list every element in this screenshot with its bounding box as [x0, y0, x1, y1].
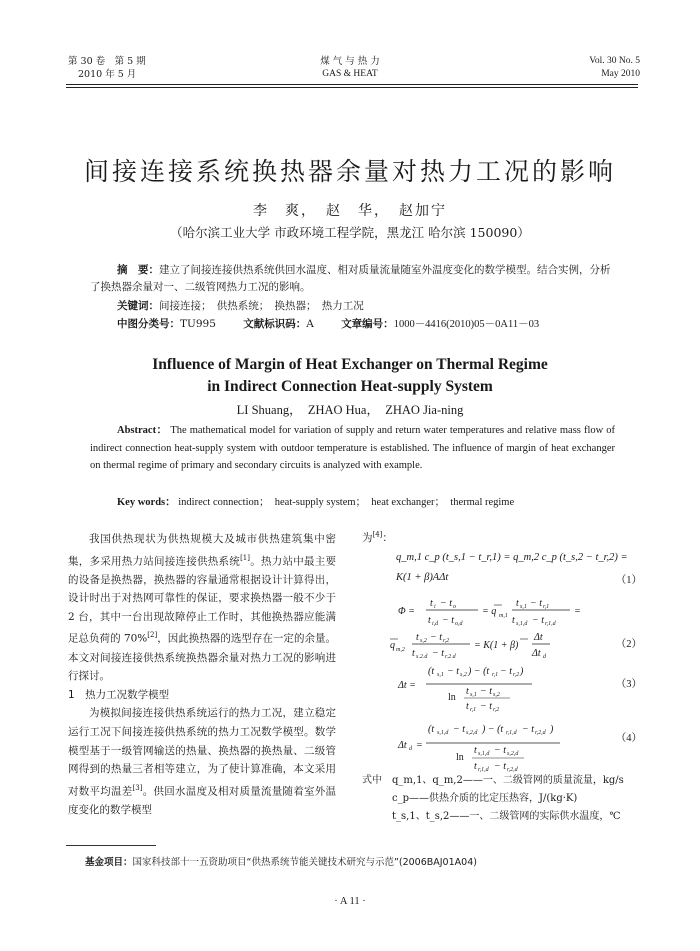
svg-text:r,1: r,1 [492, 672, 499, 678]
equation-2-number: （2） [615, 639, 642, 650]
citation-1[interactable]: [1] [240, 553, 250, 562]
svg-text:=: = [416, 740, 423, 751]
svg-text:− t: − t [532, 615, 545, 626]
svg-text:r,2,d: r,2,d [507, 767, 518, 773]
svg-text:(t: (t [428, 724, 435, 735]
svg-text:r,1,d: r,1,d [506, 730, 517, 736]
svg-text:Φ =: Φ = [398, 606, 415, 617]
svg-text:s,2: s,2 [460, 672, 467, 678]
svg-text:t: t [430, 598, 433, 609]
paper-title-cn: 间接连接系统换热器余量对热力工况的影响 [83, 157, 616, 186]
svg-text:i: i [434, 604, 436, 610]
clc-value: TU995 [180, 318, 216, 330]
svg-text:r,1: r,1 [470, 707, 477, 713]
legend-flow: q_m,1、q_m,2——一、二级管网的质量流量，kg/s [392, 775, 624, 786]
svg-text:t: t [428, 615, 431, 626]
svg-text:s,1: s,1 [437, 672, 444, 678]
svg-text:r,2: r,2 [513, 672, 520, 678]
svg-text:s,1,d: s,1,d [516, 621, 528, 627]
symbol-legend [362, 772, 624, 826]
abstract-en-text: The mathematical model for variation of supply and return water temperatures and relative mass flow of indirect connection heat-supply system with outdoor temperature is established. The influence of margin of heat exchanger on thermal regime of primary and secondary circuits is analyzed with example. [90, 425, 615, 471]
citation-4[interactable]: [4] [372, 530, 383, 539]
intro-text-3: ，因此换热器的选型存在一定的余量。本文对间接连接供热系统换热器余量对热力工况的影响进行探讨。 [68, 632, 336, 683]
svg-text:d: d [543, 654, 546, 658]
svg-text:q: q [390, 640, 395, 651]
legend-supply-temp: t_s,1、t_s,2——一、二级管网的实际供水温度，℃ [392, 811, 621, 822]
title-en-line1: Influence of Margin of Heat Exchanger on Thermal Regime [152, 356, 548, 373]
svg-text:− t: − t [494, 745, 507, 756]
svg-text:= q: = q [482, 606, 497, 617]
svg-text:s,2: s,2 [493, 692, 500, 698]
svg-text:r,2: r,2 [493, 707, 500, 713]
abstract-cn-label: 摘 要： [117, 264, 159, 276]
issue-date-en: May 2010 [601, 69, 640, 79]
svg-text:Δt: Δt [532, 648, 541, 658]
svg-text:r,1: r,1 [543, 604, 550, 610]
authors-en: LI Shuang， ZHAO Hua， ZHAO Jia-ning [236, 403, 464, 417]
keywords-cn [117, 298, 364, 313]
intro-word: 为 [362, 532, 373, 544]
svg-text:(t: (t [428, 666, 435, 677]
abstract-en-label: Abstract： [117, 425, 168, 436]
header-rule-thin [66, 87, 638, 88]
svg-text:− t: − t [480, 701, 493, 712]
citation-2[interactable]: [2] [147, 631, 158, 640]
equation-3 [390, 662, 610, 714]
funding-label: 基金项目： [85, 857, 133, 868]
svg-text:m,2: m,2 [396, 647, 405, 653]
svg-text:i,d: i,d [432, 621, 439, 627]
intro-text-1: 我国供热现状为供热规模大及城市供热建筑集中密集，多采用热力站间接连接供热系统 [68, 533, 336, 568]
svg-text:r,2,d: r,2,d [535, 730, 546, 736]
body-left-column [68, 530, 336, 819]
doc-code-label: 文献标识码： [243, 318, 307, 330]
svg-text:o: o [453, 604, 456, 610]
equation-1-number: （1） [615, 575, 642, 586]
svg-text:s,1,d: s,1,d [437, 730, 449, 736]
citation-3[interactable]: [3] [132, 783, 143, 792]
classification-info [117, 316, 563, 331]
svg-text:t: t [474, 745, 477, 756]
clc-label: 中图分类号： [117, 318, 180, 330]
intro-colon: ： [382, 532, 393, 544]
equation-4-number: （4） [615, 733, 642, 744]
intro-paragraph [68, 530, 336, 686]
svg-text:s,1: s,1 [520, 604, 527, 610]
equation-3-number: （3） [615, 679, 642, 690]
abstract-cn-text: 建立了间接连接供热系统供回水温度、相对质量流量随室外温度变化的数学模型。结合实例，分析了换热器余量对一、二级管网热力工况的影响。 [90, 264, 611, 293]
equations-intro [362, 530, 393, 545]
svg-text:− t: − t [530, 598, 543, 609]
svg-text:r,1,d: r,1,d [545, 621, 556, 627]
svg-text:) − (t: ) − (t [468, 666, 490, 677]
svg-text:− t: − t [522, 724, 535, 735]
issue-date-cn: 2010 年 5 月 [78, 69, 137, 80]
volume-issue: 第 30 卷 第 5 期 [68, 56, 146, 67]
svg-text:− t: − t [440, 598, 453, 609]
svg-text:= K(1 + β): = K(1 + β) [474, 640, 519, 651]
abstract-en [90, 422, 615, 475]
svg-text:Δt: Δt [398, 740, 407, 751]
keywords-cn-label: 关键词： [117, 300, 159, 312]
svg-text:− t: − t [442, 615, 455, 626]
svg-text:t: t [466, 701, 469, 712]
model-paragraph [68, 704, 336, 819]
svg-text:s,1,d: s,1,d [478, 751, 490, 757]
svg-text:t: t [416, 632, 419, 643]
equation-4 [390, 718, 630, 774]
where-label: 式中 [362, 775, 382, 786]
svg-text:t: t [466, 686, 469, 697]
legend-heat-capacity: c_p——供热介质的比定压热容，J/(kg·K) [392, 793, 578, 804]
journal-name-en: GAS & HEAT [322, 69, 378, 79]
article-no-label: 文章编号： [341, 318, 394, 330]
paper-title-en [0, 354, 700, 398]
equation-1-line2: K(1 + β)AΔt [396, 572, 449, 583]
svg-text:s,1: s,1 [470, 692, 477, 698]
svg-text:s,2,d: s,2,d [416, 654, 428, 658]
svg-text:− t: − t [447, 666, 460, 677]
svg-text:o,d: o,d [455, 621, 463, 627]
equation-2 [390, 592, 610, 658]
svg-text:t: t [516, 598, 519, 609]
header-rule [66, 84, 638, 85]
keywords-en [117, 494, 514, 509]
svg-text:s,2: s,2 [420, 638, 427, 644]
abstract-cn [90, 262, 615, 296]
svg-text:r,1,d: r,1,d [478, 767, 489, 773]
authors-cn: 李 爽， 赵 华， 赵加宁 [253, 203, 447, 219]
svg-text:ln: ln [456, 752, 464, 763]
svg-text:s,2,d: s,2,d [466, 730, 478, 736]
section-heading-1: 1 热力工况数学模型 [68, 688, 170, 701]
svg-text:) − (t: ) − (t [482, 724, 504, 735]
keywords-cn-text: 间接连接； 供热系统； 换热器； 热力工况 [159, 300, 364, 312]
keywords-en-text: indirect connection； heat-supply system； heat exchanger； thermal regime [178, 497, 515, 508]
svg-text:r,2,d: r,2,d [445, 654, 456, 658]
svg-text:=: = [574, 606, 581, 617]
page-number: · A 11 · [334, 896, 366, 907]
doc-code-value: A [306, 318, 314, 330]
svg-text:t: t [512, 615, 515, 626]
svg-text:d: d [409, 746, 412, 752]
equation-1-line1: q_m,1 c_p (t_s,1 − t_r,1) = q_m,2 c_p (t_s,2 − t_r,2) = [396, 552, 628, 563]
svg-text:m,1: m,1 [499, 613, 508, 619]
svg-text:): ) [550, 724, 554, 735]
affiliation-cn: （哈尔滨工业大学 市政环境工程学院，黑龙江 哈尔滨 150090） [170, 225, 530, 240]
footnote-rule [66, 845, 156, 846]
svg-text:): ) [520, 666, 524, 677]
title-en-line2: in Indirect Connection Heat-supply System [207, 378, 493, 395]
svg-text:r,2: r,2 [443, 638, 450, 644]
funding-text: 国家科技部十一五资助项目“供热系统节能关键技术研究与示范”(2006BAJ01A04) [132, 857, 477, 868]
keywords-en-label: Key words： [117, 497, 176, 508]
svg-text:ln: ln [448, 692, 456, 703]
svg-text:t: t [412, 648, 415, 658]
svg-text:s,2,d: s,2,d [507, 751, 519, 757]
model-text-1: 为模拟间接连接供热系统运行的热力工况，建立稳定运行工况下间接连接供热系统的热力工况数学模型。数学模型基于一级管网输送的热量、换热器的换热量、二级管网得到的热量三者相等建立，为了使计算准确，本文采用对数平均温差 [68, 707, 336, 798]
svg-text:− t: − t [500, 666, 513, 677]
svg-text:− t: − t [453, 724, 466, 735]
svg-text:− t: − t [494, 761, 507, 772]
svg-text:Δt =: Δt = [398, 680, 416, 691]
journal-name-cn: 煤 气 与 热 力 [320, 56, 380, 67]
journal-volume-en [589, 55, 640, 81]
volume-issue-en: Vol. 30 No. 5 [589, 56, 640, 66]
svg-text:− t: − t [432, 648, 445, 658]
svg-text:− t: − t [480, 686, 493, 697]
intro-text-2: 。热力站中最主要的设备是换热器，换热器的容量通常根据设计计算得出，设计时出于对热网可靠性的保证，要求换热器一般不少于 2 台，其中一台出现故障停止工作时，其他换热器应能满足总负荷的 70% [68, 555, 337, 645]
funding-footnote [85, 854, 477, 868]
svg-text:− t: − t [430, 632, 443, 643]
svg-text:t: t [474, 761, 477, 772]
body-right-column [362, 530, 642, 840]
article-no-value: 1000－4416(2010)05－0A11－03 [393, 319, 540, 330]
svg-text:Δt: Δt [534, 632, 543, 643]
model-text-2: 。供回水温度及相对质量流量随着室外温度变化的数学模型 [68, 785, 337, 816]
